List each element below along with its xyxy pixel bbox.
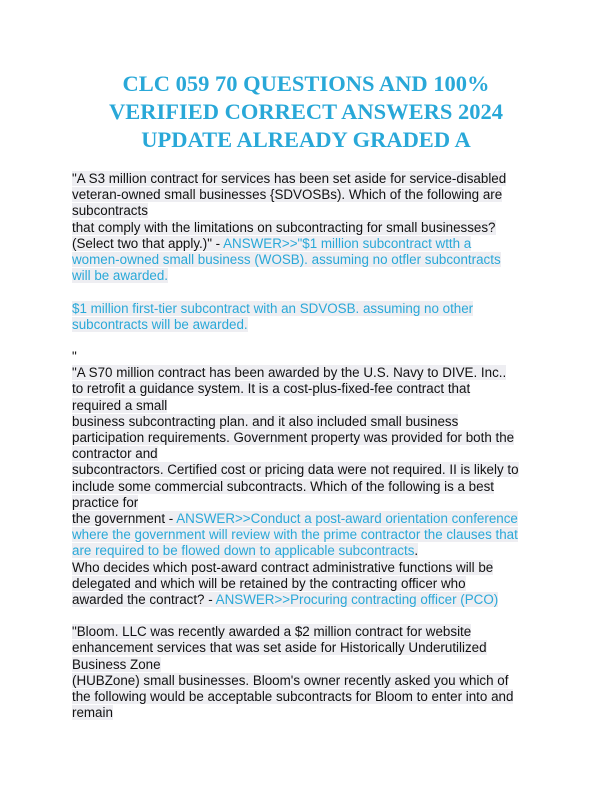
answer-1-line: $1 million first-tier subcontract with an SDVOSB. assuming no other	[72, 300, 474, 316]
answer-2-line: are required to be flowed down to applicable subcontracts.	[72, 543, 419, 559]
question-3-line	[72, 592, 552, 608]
question-text: awarded the contract? -	[72, 591, 216, 607]
question-4-line: Business Zone	[72, 656, 161, 672]
answer-text: ANSWER>>Conduct a post-award orientation conference	[176, 510, 518, 526]
question-2-line: practice for	[72, 494, 139, 510]
title-line: VERIFIED CORRECT ANSWERS 2024	[108, 99, 504, 124]
answer-1-line: subcontracts will be awarded.	[72, 316, 248, 332]
blank-line	[72, 333, 552, 349]
answer-text: ANSWER>>Procuring contracting officer (PCO)	[215, 591, 499, 607]
question-2-line: contractor and	[72, 446, 158, 462]
question-3-line: delegated and which will be retained by the contracting officer who	[72, 575, 466, 591]
question-1-line: "A S3 million contract for services has been set aside for service-disabled	[72, 171, 507, 186]
question-1-line: that comply with the limitations on subcontracting for small businesses?	[72, 219, 496, 235]
question-2-line: business subcontracting plan. and it also included small business	[72, 413, 459, 429]
document-title	[40, 70, 572, 154]
question-1-closing-quote: "	[72, 349, 77, 365]
question-4-line: remain	[72, 705, 113, 721]
question-2-line: include some commercial subcontracts. Which of the following is a best	[72, 478, 494, 494]
question-2-line: participation requirements. Government property was provided for both the	[72, 430, 515, 445]
question-1-line: subcontracts	[72, 203, 148, 219]
answer-1-line: will be awarded.	[72, 268, 169, 284]
question-4-line: "Bloom. LLC was recently awarded a $2 million contract for website	[72, 624, 472, 640]
answer-2-line: where the government will review with the prime contractor the clauses that	[72, 527, 518, 543]
question-2-line: to retrofit a guidance system. It is a cost-plus-fixed-fee contract that	[72, 381, 471, 397]
answer-1-line: women-owned small business (WOSB). assuming no otfler subcontracts	[72, 251, 501, 267]
question-2-line	[72, 511, 552, 527]
blank-line	[72, 608, 552, 624]
question-4-line: (HUBZone) small businesses. Bloom's owner recently asked you which of	[72, 672, 509, 688]
question-4-line: the following would be acceptable subcontracts for Bloom to enter into and	[72, 689, 514, 704]
blank-line	[72, 284, 552, 300]
question-1-line	[72, 236, 552, 252]
document-body	[72, 171, 552, 721]
title-line: UPDATE ALREADY GRADED A	[141, 127, 471, 152]
title-line: CLC 059 70 QUESTIONS AND 100%	[122, 71, 490, 96]
question-1-line: veteran-owned small businesses {SDVOSBs). Which of the following are	[72, 187, 503, 203]
question-4-line: enhancement services that was set aside for Historically Underutilized	[72, 640, 487, 656]
question-2-line: "A S70 million contract has been awarded by the U.S. Navy to DIVE. Inc..	[72, 365, 507, 381]
question-2-line: required a small	[72, 397, 168, 413]
question-2-line: subcontractors. Certified cost or pricing data were not required. II is likely to	[72, 462, 519, 478]
question-3-line: Who decides which post-award contract administrative functions will be	[72, 559, 494, 575]
answer-text: ANSWER>>"$1 million subcontract wtth a	[223, 235, 472, 251]
question-text: the government -	[72, 510, 177, 526]
question-text: (Select two that apply.)" -	[72, 235, 224, 251]
